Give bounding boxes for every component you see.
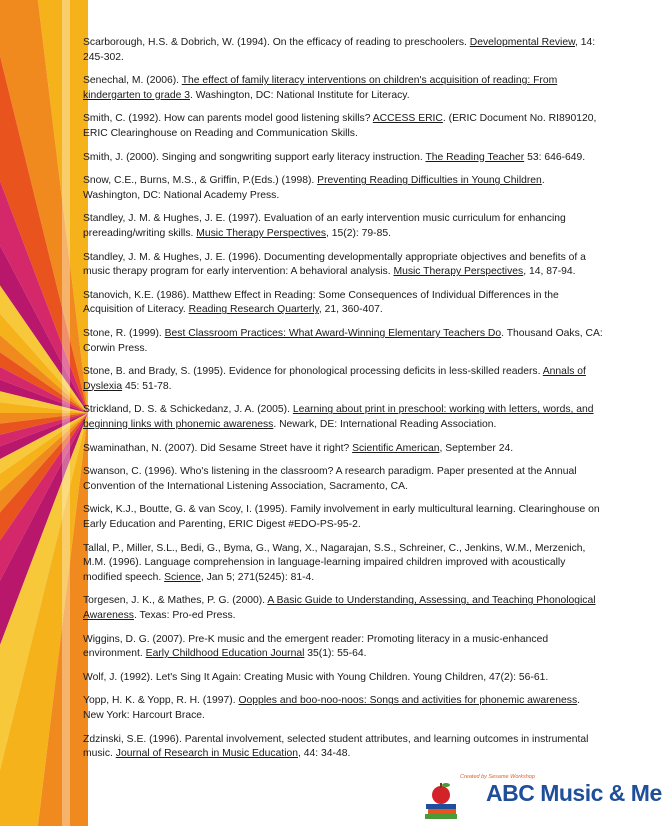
reference-list xyxy=(83,36,603,771)
reference-text: Swanson, C. (1996). Who's listening in the classroom? A research paradigm. Paper presented at the Annual Convention of the International Listening Association, Sacramento, CA. xyxy=(83,466,577,492)
reference-text: 45: 51-78. xyxy=(122,380,172,392)
reference-text: Standley, J. M. & Hughes, J. E. (1996). Documenting developmentally appropriate objectives and benefits of a music therapy program for early intervention: A behavioral analysis. xyxy=(83,251,586,278)
reference-text: Wiggins, D. G. (2007). Pre-K music and the emergent reader: Promoting literacy in a music-enhanced environment. xyxy=(83,633,549,659)
reference-entry xyxy=(83,671,603,686)
reference-title-link[interactable]: Reading Research Quarterly xyxy=(188,304,319,316)
reference-text: . Texas: Pro-ed Press. xyxy=(133,609,236,621)
reference-entry xyxy=(83,442,603,457)
books-icon xyxy=(425,804,457,819)
reference-title-link[interactable]: The Reading Teacher xyxy=(425,151,525,163)
reference-title-link[interactable]: Scientific American xyxy=(352,442,440,454)
reference-entry xyxy=(83,174,603,203)
reference-entry xyxy=(83,112,603,141)
reference-entry xyxy=(83,74,603,103)
reference-entry xyxy=(83,365,603,394)
reference-title-link[interactable]: Science xyxy=(164,571,201,583)
logo-mark xyxy=(418,774,488,820)
reference-text: Stone, R. (1999). xyxy=(83,328,165,339)
reference-text: 35(1): 55-64. xyxy=(304,648,367,659)
reference-text: Wolf, J. (1992). Let's Sing It Again: Creating Music with Young Children. Young Children, 47(2): 56-61. xyxy=(83,671,549,683)
reference-text: , 21, 360-407. xyxy=(318,304,383,316)
reference-title-link[interactable]: Early Childhood Education Journal xyxy=(145,648,305,659)
decorative-sunburst-banner xyxy=(0,0,70,826)
reference-entry xyxy=(83,503,603,532)
logo-name: ABC Music & Me xyxy=(486,780,662,806)
reference-title-link[interactable]: Oopples and boo-noo-noos: Songs and activities for phonemic awareness xyxy=(238,695,578,707)
reference-title-link[interactable]: Developmental Review xyxy=(469,37,575,48)
reference-title-link[interactable]: Music Therapy Perspectives xyxy=(196,227,326,239)
reference-title-link[interactable]: Best Classroom Practices: What Award-Winning Elementary Teachers Do xyxy=(164,328,502,339)
reference-entry xyxy=(83,633,603,662)
reference-text: Zdzinski, S.E. (1996). Parental involvement, selected student attributes, and learning outcomes in instrumental music. xyxy=(83,733,589,760)
reference-text: . (ERIC Document No. RI890120, ERIC Clearinghouse on Reading and Communication Skills. xyxy=(83,113,597,139)
reference-title-link[interactable]: Annals of Dyslexia xyxy=(83,366,586,392)
reference-text: Scarborough, H.S. & Dobrich, W. (1994). On the efficacy of reading to preschoolers. xyxy=(83,37,470,48)
reference-entry xyxy=(83,151,603,166)
reference-text: Standley, J. M. & Hughes, J. E. (1997). Evaluation of an early intervention music curriculum for enhancing prereading/writing skills. xyxy=(83,213,566,239)
reference-entry xyxy=(83,465,603,494)
reference-entry xyxy=(83,403,603,432)
reference-text: , 44: 34-48. xyxy=(298,748,351,760)
reference-text: Smith, J. (2000). Singing and songwriting support early literacy instruction. xyxy=(83,151,426,163)
reference-entry xyxy=(83,327,603,356)
apple-icon xyxy=(432,783,450,804)
abc-music-and-me-logo xyxy=(418,774,662,820)
reference-text: , 15(2): 79-85. xyxy=(326,227,391,239)
reference-text: . Thousand Oaks, CA: Corwin Press. xyxy=(83,328,603,354)
reference-title-link[interactable]: Preventing Reading Difficulties in Young Children xyxy=(317,175,542,187)
reference-text: , 14: 245-302. xyxy=(83,37,596,63)
reference-text: . New York: Harcourt Brace. xyxy=(83,695,581,721)
reference-entry xyxy=(83,251,603,280)
reference-text: 53: 646-649. xyxy=(524,151,586,163)
reference-text: Strickland, D. S. & Schickedanz, J. A. (2005). xyxy=(83,404,293,416)
reference-title-link[interactable]: Music Therapy Perspectives xyxy=(393,266,524,278)
reference-text: , September 24. xyxy=(439,442,514,454)
reference-text: Smith, C. (1992). How can parents model good listening skills? xyxy=(83,113,373,125)
reference-text: Yopp, H. K. & Yopp, R. H. (1997). xyxy=(83,695,239,707)
reference-text: Stone, B. and Brady, S. (1995). Evidence for phonological processing deficits in less-skilled readers. xyxy=(83,366,543,378)
reference-text: Tallal, P., Miller, S.L., Bedi, G., Byma, G., Wang, X., Nagarajan, S.S., Schreiner, C., Jenkins, W.M., Merzenich, M.M. (1996). Language comprehension in language-learning impaired children improved with acoustically modified speech. xyxy=(83,542,586,583)
reference-text: , 14, 87-94. xyxy=(523,266,576,278)
reference-entry xyxy=(83,542,603,586)
reference-text: . Washington, DC: National Institute for Literacy. xyxy=(189,89,410,101)
reference-entry xyxy=(83,289,603,318)
banner-edge-fade xyxy=(62,0,70,826)
reference-text: Snow, C.E., Burns, M.S., & Griffin, P.(Eds.) (1998). xyxy=(83,175,318,187)
reference-text: Swaminathan, N. (2007). Did Sesame Street have it right? xyxy=(83,442,353,454)
reference-text: , Jan 5; 271(5245): 81-4. xyxy=(200,571,315,583)
reference-title-link[interactable]: Journal of Research in Music Education xyxy=(115,748,299,760)
reference-entry xyxy=(83,212,603,241)
reference-title-link[interactable]: A Basic Guide to Understanding, Assessing, and Teaching Phonological Awareness xyxy=(83,595,596,621)
logo-tagline: Created by Sesame Workshop xyxy=(460,774,535,780)
reference-text: Stanovich, K.E. (1986). Matthew Effect in Reading: Some Consequences of Individual Differences in the Acquisition of Literacy. xyxy=(83,289,559,316)
reference-entry xyxy=(83,594,603,623)
reference-title-link[interactable]: The effect of family literacy interventions on children's acquisition of reading: From kindergarten to grade 3 xyxy=(83,75,558,101)
reference-entry xyxy=(83,36,603,65)
reference-entry xyxy=(83,694,603,723)
reference-title-link[interactable]: Learning about print in preschool: working with letters, words, and beginning links with phonemic awareness xyxy=(83,404,594,430)
reference-title-link[interactable]: ACCESS ERIC xyxy=(372,113,443,125)
reference-text: . Newark, DE: International Reading Association. xyxy=(273,418,497,430)
reference-text: Swick, K.J., Boutte, G. & van Scoy, I. (1995). Family involvement in early multicultural learning. Clearinghouse on Early Education and Parenting, ERIC Digest #EDO-PS-95-2. xyxy=(83,504,600,530)
reference-entry xyxy=(83,733,603,762)
reference-text: Senechal, M. (2006). xyxy=(83,75,182,87)
reference-text: . Washington, DC: National Academy Press. xyxy=(83,175,545,201)
reference-text: Torgesen, J. K., & Mathes, P. G. (2000). xyxy=(83,595,268,607)
